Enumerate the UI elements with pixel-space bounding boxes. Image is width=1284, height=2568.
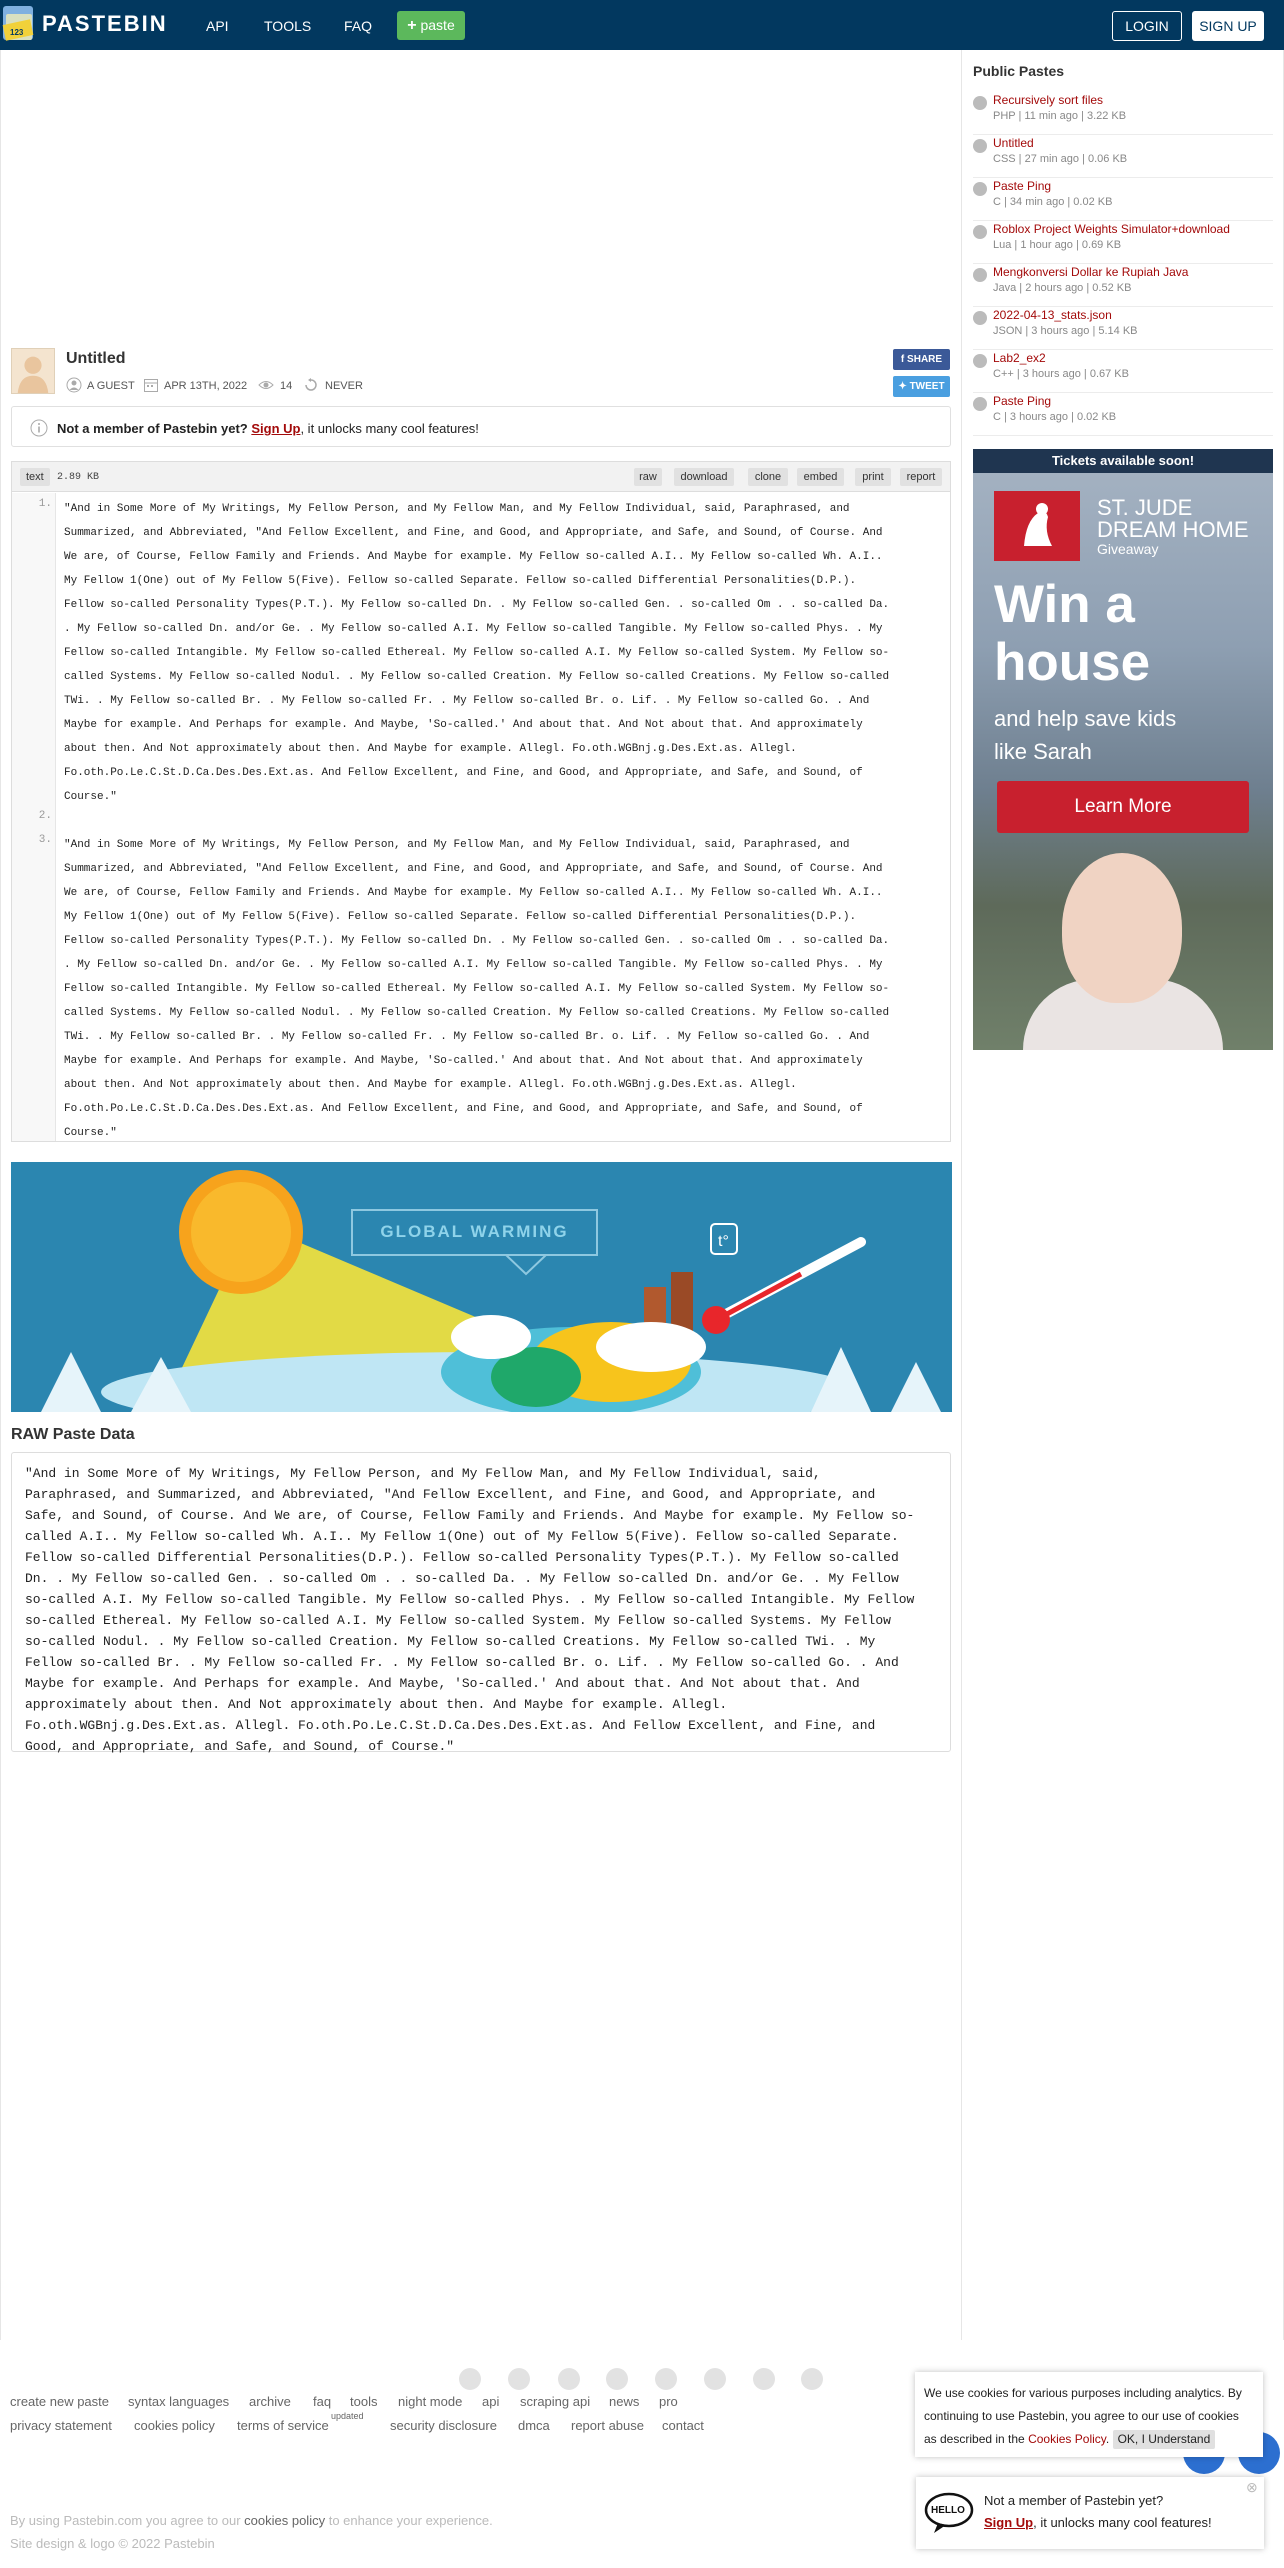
code-toolbar [12,462,950,492]
paste-globe-icon [973,139,987,153]
paste-title: Untitled [66,350,126,367]
footer-link[interactable]: scraping api [520,2394,591,2409]
share-label: SHARE [907,354,943,365]
public-paste-meta: C | 3 hours ago | 0.02 KB [993,411,1117,423]
x-icon[interactable] [704,2368,726,2390]
code-text-line: Fo.oth.Po.Le.C.St.D.Ca.Des.Des.Ext.as. And Fellow Excellent, and Fine, and Good, and Appropriate, and Safe, and Sound, of [64,1103,863,1115]
share-button[interactable] [893,349,950,370]
public-paste-title[interactable]: Mengkonversi Dollar ke Rupiah Java [993,265,1189,279]
popup-suffix: , it unlocks many cool features! [1033,2515,1212,2530]
footer-cookies-link[interactable]: cookies policy [244,2513,326,2528]
paste-globe-icon [973,311,987,325]
code-text-line: "And in Some More of My Writings, My Fellow Person, and My Fellow Man, and My Fellow Individual, said, Paraphrased, and [64,839,850,851]
paste-date: APR 13TH, 2022 [164,380,248,392]
ad-learn-more-button[interactable]: Learn More [997,781,1249,833]
ad-brand-line2: DREAM HOME [1097,517,1249,542]
tweet-label: TWEET [909,381,945,392]
tweet-button[interactable] [893,376,950,397]
paste-code-box [11,461,951,1142]
nav-api[interactable]: API [206,18,229,34]
footer-agree-suffix: to enhance your experience. [328,2513,493,2528]
public-paste-item[interactable] [973,264,1273,307]
global-warming-banner[interactable] [11,1162,952,1412]
footer-link[interactable]: archive [249,2394,291,2409]
ad-headline [994,576,1150,692]
paste-globe-icon [973,397,987,411]
paste-globe-icon [973,182,987,196]
notice-text [57,421,479,436]
code-text-line: about then. And Not approximately about then. And Maybe for example. Allegl. Fo.oth.WGBnj.g.Des.Ext.as. Allegl. [64,743,797,755]
public-paste-item[interactable] [973,178,1273,221]
code-text-line: Maybe for example. And Perhaps for example. And Maybe, 'So-called.' And about that. And Not about that. And approximately [64,1055,863,1067]
public-paste-title[interactable]: Paste Ping [993,179,1052,193]
public-paste-title[interactable]: Paste Ping [993,394,1052,408]
calendar-icon [143,377,159,393]
global-warming-illustration [11,1162,952,1412]
public-paste-item[interactable] [973,92,1273,135]
chrome-icon[interactable] [459,2368,481,2390]
public-paste-item[interactable] [973,393,1273,436]
raw-text-line: so-called Ethereal. My Fellow so-called A.I. My Fellow so-called System. My Fellow so-called Systems. My Fellow [25,1613,891,1628]
login-button[interactable]: LOGIN [1112,11,1182,41]
paste-size: 2.89 KB [57,472,100,483]
raw-button[interactable]: raw [634,468,662,486]
ad-child-face [1062,853,1182,1003]
raw-text-line: called A.I.. My Fellow so-called Wh. A.I.. My Fellow 1(One) out of My Fellow 5(Five). Fellow so-called Separate. [25,1529,899,1544]
code-text-line: Fo.oth.Po.Le.C.St.D.Ca.Des.Des.Ext.as. And Fellow Excellent, and Fine, and Good, and Appropriate, and Safe, and Sound, of [64,767,863,779]
expiry-icon [303,377,319,393]
ad-brand [1097,497,1249,541]
paste-author[interactable]: A GUEST [87,380,135,392]
code-text-line: My Fellow 1(One) out of My Fellow 5(Five). Fellow so-called Separate. Fellow so-called Differential Personalities(D.P.). [64,911,857,923]
ad-subtext-line2: like Sarah [994,739,1092,764]
paste-globe-icon [973,268,987,282]
code-text-line: Maybe for example. And Perhaps for example. And Maybe, 'So-called.' And about that. And Not about that. And approximately [64,719,863,731]
raw-text-line: Maybe for example. And Perhaps for example. And Maybe, 'So-called.' And about that. And Not about that. And [25,1676,860,1691]
notice-prefix: Not a member of Pastebin yet? [57,421,248,436]
line-gutter [12,493,56,1141]
firefox-icon[interactable] [508,2368,530,2390]
close-icon[interactable]: ⊗ [1246,2479,1258,2495]
code-text-line: "And in Some More of My Writings, My Fellow Person, and My Fellow Man, and My Fellow Individual, said, Paraphrased, and [64,503,850,515]
report-button[interactable]: report [900,468,942,486]
public-paste-item[interactable] [973,307,1273,350]
public-paste-meta: C++ | 3 hours ago | 0.67 KB [993,368,1129,380]
footer-link[interactable]: dmca [518,2418,550,2433]
footer-link[interactable]: report abuse [571,2418,644,2433]
android-icon[interactable] [655,2368,677,2390]
paste-expiry: NEVER [325,380,363,392]
public-paste-meta: PHP | 11 min ago | 3.22 KB [993,110,1127,122]
footer-link[interactable]: news [609,2394,640,2409]
raw-paste-text[interactable] [25,1463,939,1757]
raw-text-line: Dn. . My Fellow so-called Gen. . so-called Om . . so-called Da. . My Fellow so-called Dn. and/or Ge. . My Fellow [25,1571,899,1586]
popup-line2 [984,2515,1212,2530]
code-text-line: Summarized, and Abbreviated, "And Fellow Excellent, and Fine, and Good, and Appropriate, and Safe, and Sound, of Course. And [64,527,883,539]
public-paste-title[interactable]: 2022-04-13_stats.json [993,308,1112,322]
footer-link[interactable]: contact [662,2418,704,2433]
footer-copyright: Site design & logo © 2022 Pastebin [10,2536,215,2551]
code-text-line: called Systems. My Fellow so-called Nodul. . My Fellow so-called Creation. My Fellow so-called Creations. My Fellow so-called [64,671,890,683]
ad-headline-line1: Win a [994,575,1135,634]
public-pastes-title: Public Pastes [973,63,1065,79]
public-paste-meta: JSON | 3 hours ago | 5.14 KB [993,325,1138,337]
footer-link[interactable]: cookies policy [134,2418,215,2433]
code-text-line: . My Fellow so-called Dn. and/or Ge. . My Fellow so-called A.I. My Fellow so-called Tangible. My Fellow so-called Phys. . My [64,623,883,635]
cookie-message: We use cookies for various purposes including analytics. By continuing to use Pastebin, you agree to our use of cookies as described in the [924,2386,1242,2446]
code-text-line: Summarized, and Abbreviated, "And Fellow Excellent, and Fine, and Good, and Appropriate, and Safe, and Sound, of Course. And [64,863,883,875]
cookie-ok-button[interactable]: OK, I Understand [1113,2430,1216,2449]
public-paste-title[interactable]: Recursively sort files [993,93,1104,107]
edge-icon[interactable] [801,2368,823,2390]
footer-link[interactable]: faq [313,2394,332,2409]
notice-signup-link[interactable]: Sign Up [251,421,301,436]
sidebar-divider [961,50,962,2340]
public-paste-title[interactable]: Roblox Project Weights Simulator+download [993,222,1230,236]
footer-link[interactable]: night mode [398,2394,463,2409]
syntax-badge[interactable]: text [20,468,50,486]
raw-text-line: Fellow so-called Br. . My Fellow so-called Fr. . My Fellow so-called Br. o. Lif. . My Fellow so-called Go. . And [25,1655,899,1670]
windows-icon[interactable] [606,2368,628,2390]
signup-notice [11,406,951,447]
pastebin-logo-icon[interactable] [0,0,38,44]
footer-link[interactable]: terms of service [237,2418,329,2433]
svg-text:123: 123 [10,28,24,37]
public-paste-meta: Lua | 1 hour ago | 0.69 KB [993,239,1122,251]
code-text-line: called Systems. My Fellow so-called Nodul. . My Fellow so-called Creation. My Fellow so-called Creations. My Fellow so-called [64,1007,890,1019]
opera-icon[interactable] [753,2368,775,2390]
ad-subtext [994,702,1176,768]
twitter-icon: ✦ [898,381,907,392]
footer-link[interactable]: privacy statement [10,2418,112,2433]
code-text-line: Course." [64,791,117,803]
code-text-line: . My Fellow so-called Dn. and/or Ge. . My Fellow so-called A.I. My Fellow so-called Tangible. My Fellow so-called Phys. . My [64,959,883,971]
info-icon [30,419,48,437]
raw-paste-textarea[interactable] [11,1452,951,1752]
paste-views: 14 [280,380,293,392]
plus-icon: + [407,17,417,34]
line-number: 2. [38,810,52,822]
raw-text-line: so-called A.I. My Fellow so-called Tangible. My Fellow so-called Phys. . My Fellow so-called Intangible. My Fellow [25,1592,915,1607]
public-paste-meta: Java | 2 hours ago | 0.52 KB [993,282,1132,294]
cookie-text: We use cookies for various purposes including analytics. By continuing to use Pastebin, you agree to our use of cookies as described in the Cookies Policy. OK, I Understand [924,2382,1254,2451]
banner-text: GLOBAL WARMING [380,1222,569,1241]
raw-text-line: "And in Some More of My Writings, My Fellow Person, and My Fellow Man, and My Fellow Individual, said, [25,1466,821,1481]
svg-text:t°: t° [718,1233,729,1250]
code-text-line: Fellow so-called Personality Types(P.T.). My Fellow so-called Dn. . My Fellow so-called Gen. . so-called Om . . so-called Da. [64,935,890,947]
ad-subtext-line1: and help save kids [994,706,1177,731]
ios-icon[interactable] [558,2368,580,2390]
clone-button[interactable]: clone [748,468,788,486]
new-paste-button[interactable] [397,11,465,40]
raw-text-line: approximately about then. And Not approximately about then. And Maybe for example. Allegl. [25,1697,728,1712]
guest-avatar[interactable] [11,348,55,394]
signup-button[interactable]: SIGN UP [1192,11,1264,41]
st-jude-ad[interactable] [973,449,1273,1050]
st-jude-logo-icon [994,491,1080,561]
code-text-line: Fellow so-called Intangible. My Fellow so-called Ethereal. My Fellow so-called A.I. My Fellow so-called System. My Fellow so- [64,983,890,995]
logo-text[interactable]: PASTEBIN [42,11,168,36]
code-text-line: about then. And Not approximately about then. And Maybe for example. Allegl. Fo.oth.WGBnj.g.Des.Ext.as. Allegl. [64,1079,797,1091]
embed-button[interactable]: embed [797,468,844,486]
line-number: 1. [38,498,52,510]
paste-globe-icon [973,354,987,368]
paste-label: paste [420,17,455,33]
line-number: 3. [38,834,52,846]
raw-text-line: Fellow so-called Differential Personalities(D.P.). Fellow so-called Personality Types(P.T.). My Fellow so-called [25,1550,899,1565]
paste-globe-icon [973,225,987,239]
top-header [0,0,1284,50]
code-text-line: Fellow so-called Personality Types(P.T.). My Fellow so-called Dn. . My Fellow so-called Gen. . so-called Om . . so-called Da. [64,599,890,611]
user-icon [66,377,82,393]
ad-brand-line1: ST. JUDE [1097,495,1193,520]
raw-text-line: Fo.oth.WGBnj.g.Des.Ext.as. Allegl. Fo.oth.Po.Le.C.St.D.Ca.Des.Des.Ext.as. And Fellow Excellent, and Fine, and [25,1718,876,1733]
footer-link[interactable]: syntax languages [128,2394,230,2409]
facebook-icon: f [900,354,905,365]
paste-globe-icon [973,96,987,110]
footer-link[interactable]: pro [659,2394,678,2409]
cookie-policy-link[interactable]: Cookies Policy [1028,2432,1106,2446]
footer-agree [10,2513,493,2528]
eye-icon [258,377,274,393]
code-text-line: We are, of Course, Fellow Family and Friends. And Maybe for example. My Fellow so-called A.I.. My Fellow so-called Wh. A.I.. [64,887,883,899]
raw-text-line: Good, and Appropriate, and Safe, and Sound, of Course." [25,1739,455,1754]
footer-link[interactable]: api [482,2394,500,2409]
terms-updated-badge: updated [331,2411,364,2421]
footer-agree-prefix: By using Pastebin.com you agree to our [10,2513,241,2528]
raw-text-line: Safe, and Sound, of Course. And We are, of Course, Fellow Family and Friends. And Maybe for example. My Fellow so- [25,1508,915,1523]
footer-link[interactable]: create new paste [10,2394,110,2409]
popup-signup-link[interactable]: Sign Up [984,2515,1034,2530]
ad-giveaway: Giveaway [1097,541,1159,557]
raw-text-line: so-called Nodul. . My Fellow so-called Creation. My Fellow so-called Creations. My Fellow so-called TWi. . My [25,1634,876,1649]
signup-popup [916,2477,1264,2549]
raw-text-line: Paraphrased, and Summarized, and Abbreviated, "And Fellow Excellent, and Fine, and Good, and Appropriate, and [25,1487,876,1502]
public-paste-title[interactable]: Lab2_ex2 [993,351,1046,365]
hello-text: HELLO [931,2505,965,2516]
ad-headline-line2: house [994,633,1151,692]
popup-line1: Not a member of Pastebin yet? [984,2493,1164,2508]
public-paste-item[interactable] [973,221,1273,264]
public-paste-meta: CSS | 27 min ago | 0.06 KB [993,153,1128,165]
print-button[interactable]: print [855,468,891,486]
code-text-line: TWi. . My Fellow so-called Br. . My Fellow so-called Fr. . My Fellow so-called Br. o. Lif. . My Fellow so-called Go. . And [64,1031,870,1043]
nav-faq[interactable]: FAQ [344,18,373,34]
cookie-banner [915,2372,1263,2457]
nav-tools[interactable]: TOOLS [264,18,312,34]
download-button[interactable]: download [674,468,734,486]
footer-link[interactable]: security disclosure [390,2418,497,2433]
code-text-line: My Fellow 1(One) out of My Fellow 5(Five). Fellow so-called Separate. Fellow so-called Differential Personalities(D.P.). [64,575,857,587]
code-text-line: Course." [64,1127,117,1139]
notice-suffix: , it unlocks many cool features! [300,421,479,436]
footer-link[interactable]: tools [350,2394,378,2409]
code-text-line: We are, of Course, Fellow Family and Friends. And Maybe for example. My Fellow so-called A.I.. My Fellow so-called Wh. A.I.. [64,551,883,563]
public-paste-title[interactable]: Untitled [993,136,1034,150]
code-text-line: TWi. . My Fellow so-called Br. . My Fellow so-called Fr. . My Fellow so-called Br. o. Lif. . My Fellow so-called Go. . And [64,695,870,707]
ad-top-banner: Tickets available soon! [973,449,1273,473]
code-text-line: Fellow so-called Intangible. My Fellow so-called Ethereal. My Fellow so-called A.I. My Fellow so-called System. My Fellow so- [64,647,890,659]
public-paste-meta: C | 34 min ago | 0.02 KB [993,196,1113,208]
raw-paste-title: RAW Paste Data [11,1426,135,1443]
public-paste-item[interactable] [973,350,1273,393]
public-paste-item[interactable] [973,135,1273,178]
